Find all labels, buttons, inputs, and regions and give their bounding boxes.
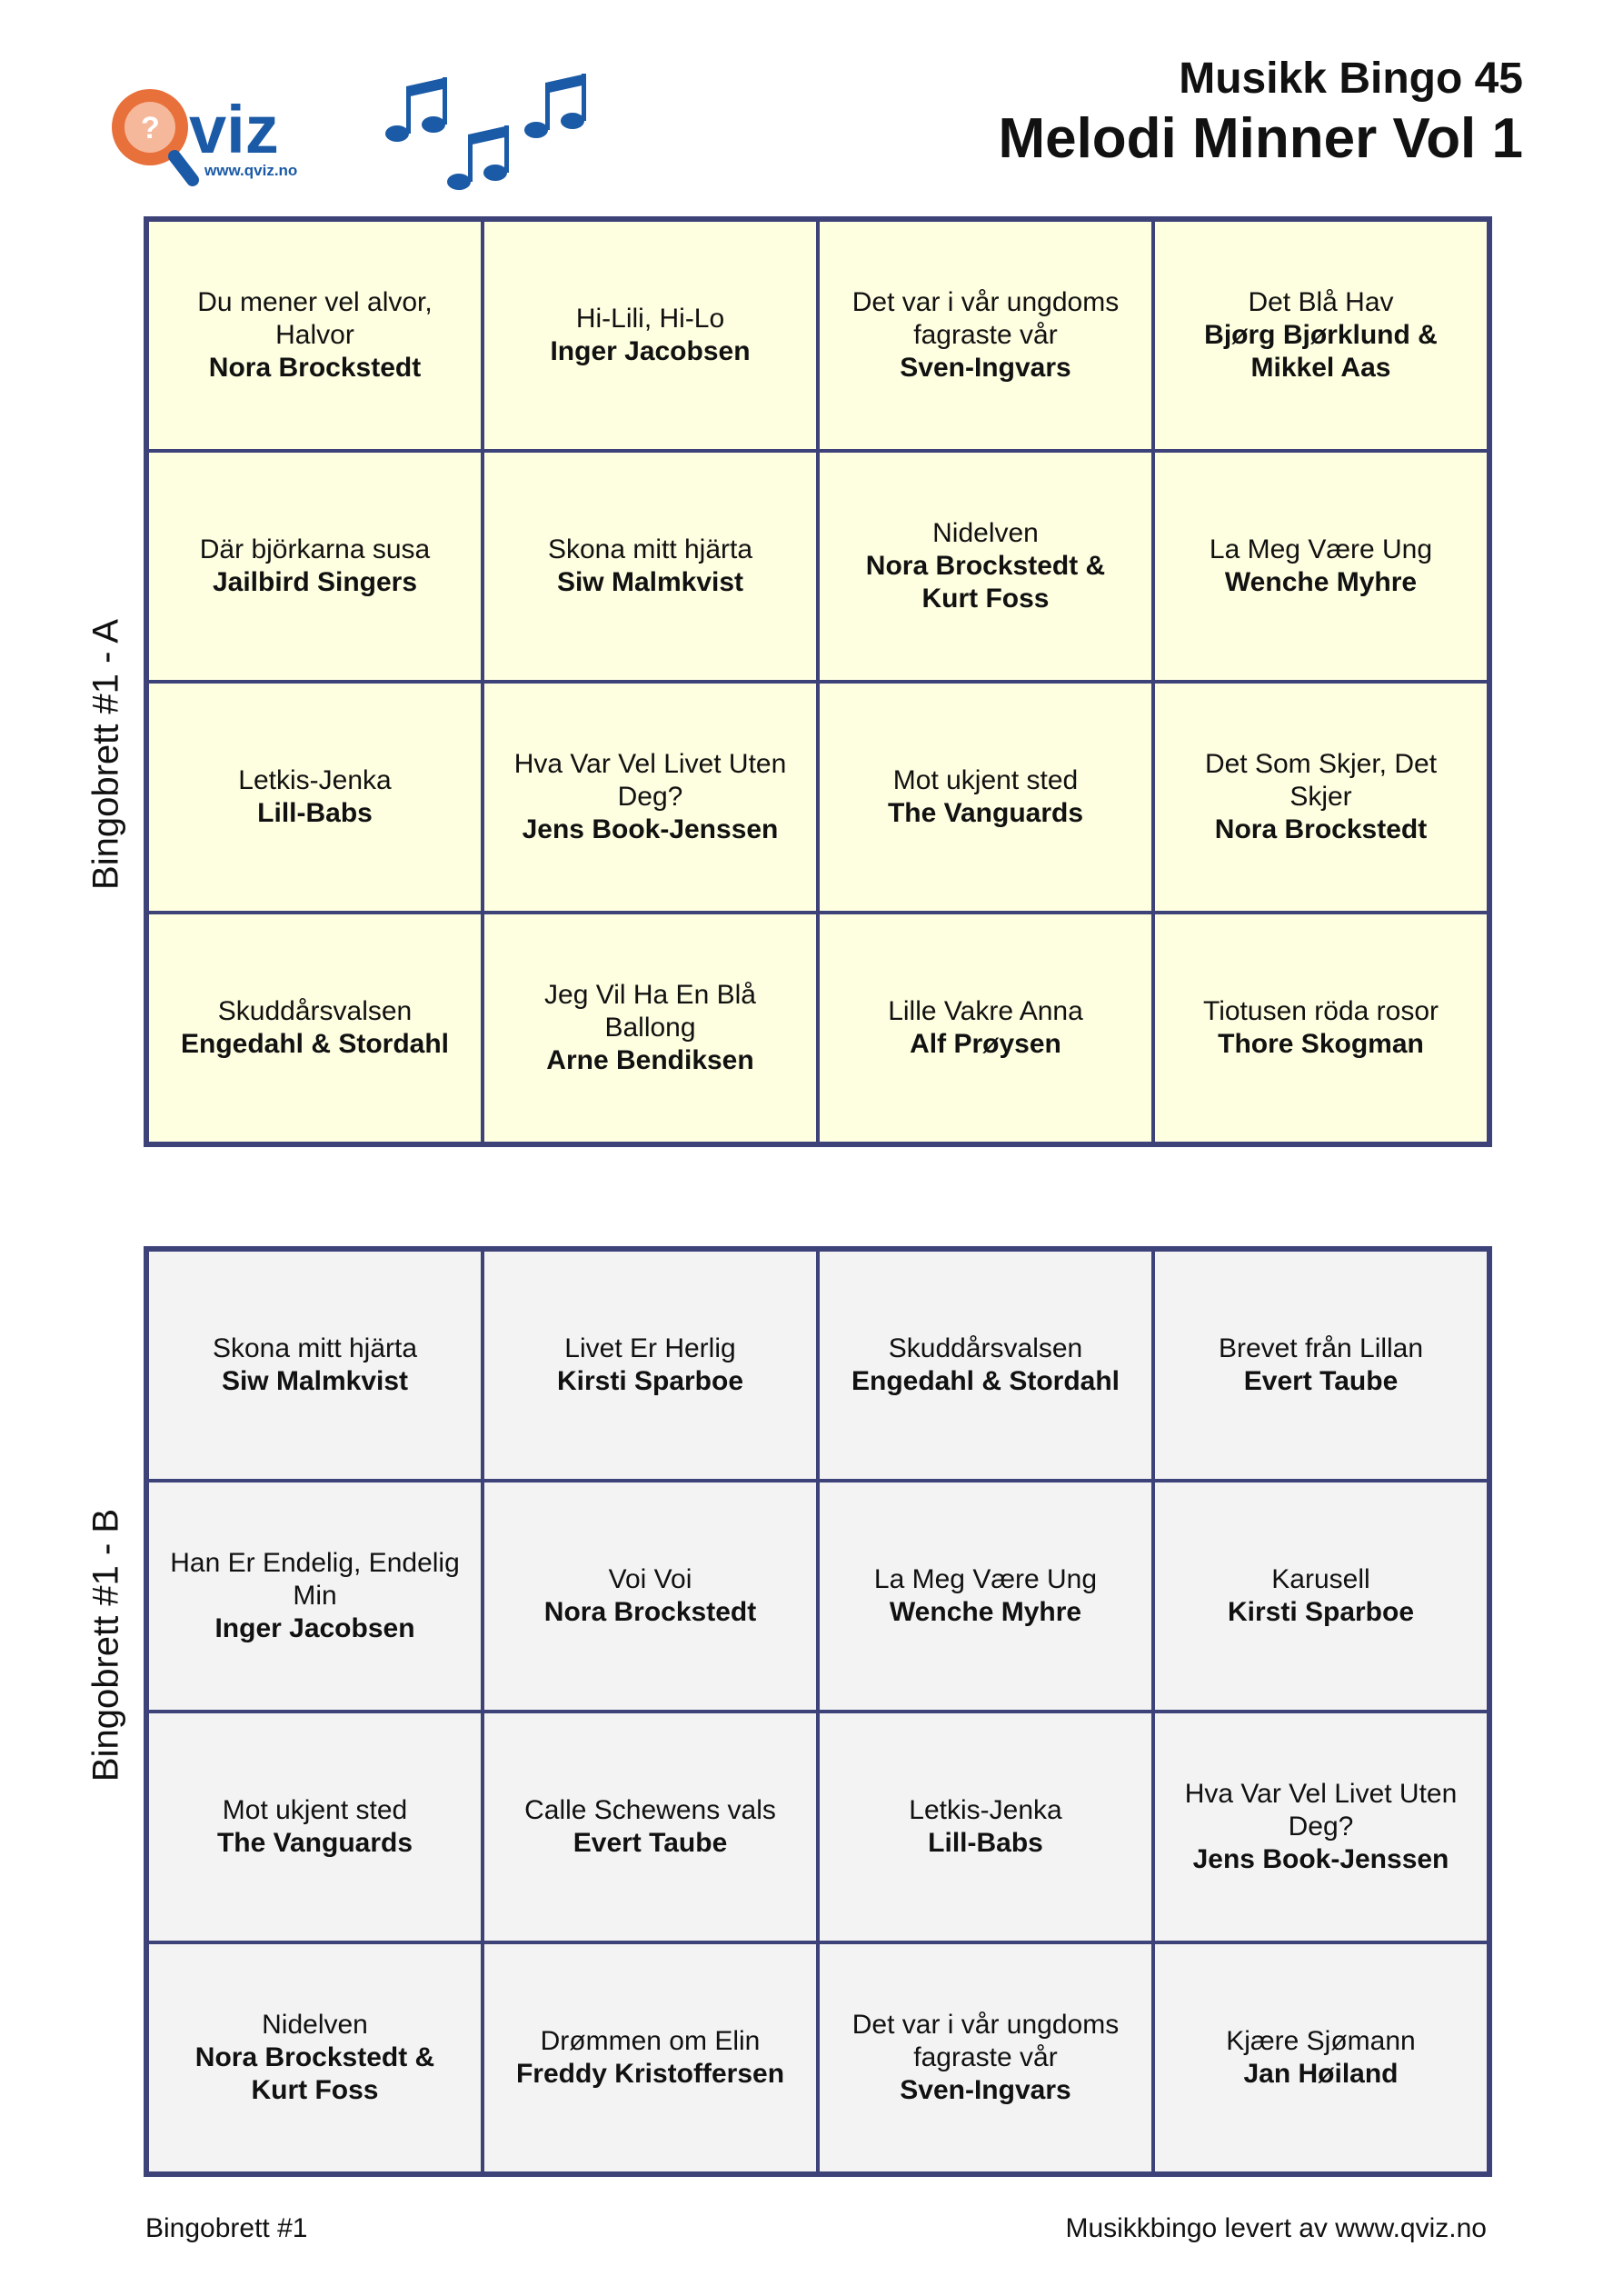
bingo-cell: [1153, 682, 1489, 913]
artist-name: Evert Taube: [573, 1828, 728, 1858]
bingo-cell: [483, 682, 818, 913]
bingo-cell: [1153, 1942, 1489, 2173]
artist-name: Siw Malmkvist: [221, 1366, 409, 1396]
song-title: Hi-Lili, Hi-Lo: [575, 304, 725, 334]
bingo-cell: [147, 1712, 483, 1942]
artist-name: The Vanguards: [216, 1828, 413, 1858]
song-title: Letkis-Jenka: [238, 765, 392, 795]
song-title: Mot ukjent sted: [892, 765, 1079, 795]
artist-name: Jens Book-Jenssen: [522, 814, 779, 844]
song-title: Karusell: [1271, 1564, 1370, 1594]
bingo-cell: [818, 1942, 1153, 2173]
song-title: La Meg Være Ung: [1209, 534, 1433, 564]
song-title: Skuddårsvalsen: [217, 996, 413, 1026]
bingo-cell: [1153, 1712, 1489, 1942]
bingo-cell: [147, 1250, 483, 1481]
song-title: Det Som Skjer, Det Skjer: [1204, 749, 1438, 812]
bingo-cell: [483, 1942, 818, 2173]
bingo-cell: [818, 682, 1153, 913]
artist-name: Wenche Myhre: [1224, 567, 1418, 597]
artist-name: Alf Prøysen: [910, 1029, 1061, 1059]
logo-url: www.qviz.no: [204, 162, 298, 179]
bingo-cell: [1153, 913, 1489, 1143]
song-title: Där björkarna susa: [199, 534, 431, 564]
board-b-label: Bingobrett #1 - B: [85, 1508, 126, 1782]
logo-wordmark: viz: [189, 92, 279, 167]
song-title: Tiotusen röda rosor: [1202, 996, 1439, 1026]
footer-right: Musikkbingo levert av www.qviz.no: [1065, 2213, 1487, 2243]
bingo-board-a: [144, 216, 1492, 1147]
artist-name: Jan Høiland: [1243, 2059, 1399, 2089]
bingo-cell: [818, 451, 1153, 682]
song-title: Du mener vel alvor, Halvor: [197, 287, 433, 350]
qviz-logo: [100, 73, 336, 200]
artist-name: Kirsti Sparboe: [556, 1366, 744, 1396]
artist-name: Nora Brockstedt: [1214, 814, 1428, 844]
song-title: Brevet från Lillan: [1218, 1333, 1424, 1363]
title-top: Musikk Bingo 45: [1179, 55, 1523, 103]
song-title: Skuddårsvalsen: [888, 1333, 1083, 1363]
bingo-cell: [483, 1712, 818, 1942]
song-title: Calle Schewens vals: [524, 1795, 776, 1825]
song-title: Skona mitt hjärta: [547, 534, 753, 564]
bingo-cell: [1153, 1250, 1489, 1481]
bingo-cell: [1153, 1481, 1489, 1712]
artist-name: Bjørg Bjørklund & Mikkel Aas: [1204, 320, 1438, 383]
bingo-cell: [818, 220, 1153, 451]
bingo-cell: [147, 913, 483, 1143]
bingo-cell: [483, 913, 818, 1143]
bingo-cell: [147, 1481, 483, 1712]
artist-name: Evert Taube: [1243, 1366, 1399, 1396]
bingo-cell: [1153, 220, 1489, 451]
artist-name: Engedahl & Stordahl: [851, 1366, 1120, 1396]
song-title: Letkis-Jenka: [909, 1795, 1062, 1825]
song-title: Det var i vår ungdoms fagraste vår: [851, 287, 1120, 350]
bingo-cell: [147, 1942, 483, 2173]
title-block: [998, 53, 1523, 173]
artist-name: Sven-Ingvars: [900, 353, 1071, 383]
artist-name: The Vanguards: [887, 798, 1084, 828]
bingo-cell: [483, 1481, 818, 1712]
bingo-cell: [818, 1481, 1153, 1712]
song-title: Hva Var Vel Livet Uten Deg?: [1184, 1779, 1458, 1842]
footer-left: Bingobrett #1: [145, 2213, 308, 2243]
bingo-cell: [147, 220, 483, 451]
song-title: Det Blå Hav: [1248, 287, 1394, 317]
artist-name: Wenche Myhre: [889, 1597, 1082, 1627]
song-title: Han Er Endelig, Endelig Min: [170, 1548, 460, 1611]
song-title: Lille Vakre Anna: [888, 996, 1083, 1026]
page-title: Melodi Minner Vol 1: [998, 106, 1523, 170]
artist-name: Nora Brockstedt & Kurt Foss: [865, 551, 1106, 614]
bingo-cell: [483, 220, 818, 451]
artist-name: Inger Jacobsen: [214, 1613, 415, 1643]
bingo-cell: [818, 913, 1153, 1143]
music-notes-icon: [377, 68, 613, 205]
song-title: Skona mitt hjärta: [212, 1333, 418, 1363]
bingo-board-b: [144, 1246, 1492, 2177]
artist-name: Sven-Ingvars: [900, 2075, 1071, 2105]
artist-name: Jailbird Singers: [212, 567, 418, 597]
artist-name: Nora Brockstedt: [208, 353, 422, 383]
svg-text:?: ?: [141, 111, 160, 145]
bingo-cell: [1153, 451, 1489, 682]
artist-name: Arne Bendiksen: [546, 1045, 754, 1075]
artist-name: Lill-Babs: [257, 798, 373, 828]
artist-name: Engedahl & Stordahl: [180, 1029, 450, 1059]
song-title: Nidelven: [262, 2010, 368, 2040]
bingo-cell: [483, 1250, 818, 1481]
artist-name: Freddy Kristoffersen: [515, 2059, 785, 2089]
song-title: Drømmen om Elin: [540, 2026, 761, 2056]
artist-name: Thore Skogman: [1218, 1029, 1424, 1059]
board-a-label: Bingobrett #1 - A: [85, 619, 126, 890]
song-title: Kjære Sjømann: [1226, 2026, 1416, 2056]
song-title: Nidelven: [932, 518, 1039, 548]
artist-name: Kirsti Sparboe: [1227, 1597, 1415, 1627]
bingo-cell: [147, 682, 483, 913]
song-title: Jeg Vil Ha En Blå Ballong: [544, 980, 756, 1043]
artist-name: Jens Book-Jenssen: [1192, 1844, 1449, 1874]
bingo-cell: [147, 451, 483, 682]
song-title: Det var i vår ungdoms fagraste vår: [851, 2010, 1120, 2072]
artist-name: Nora Brockstedt & Kurt Foss: [194, 2042, 435, 2105]
song-title: La Meg Være Ung: [873, 1564, 1098, 1594]
song-title: Voi Voi: [608, 1564, 692, 1594]
bingo-cell: [483, 451, 818, 682]
artist-name: Siw Malmkvist: [556, 567, 744, 597]
artist-name: Inger Jacobsen: [550, 336, 751, 366]
song-title: Livet Er Herlig: [564, 1333, 736, 1363]
song-title: Hva Var Vel Livet Uten Deg?: [513, 749, 787, 812]
bingo-cell: [818, 1250, 1153, 1481]
artist-name: Lill-Babs: [928, 1828, 1043, 1858]
song-title: Mot ukjent sted: [222, 1795, 408, 1825]
bingo-cell: [818, 1712, 1153, 1942]
artist-name: Nora Brockstedt: [543, 1597, 757, 1627]
